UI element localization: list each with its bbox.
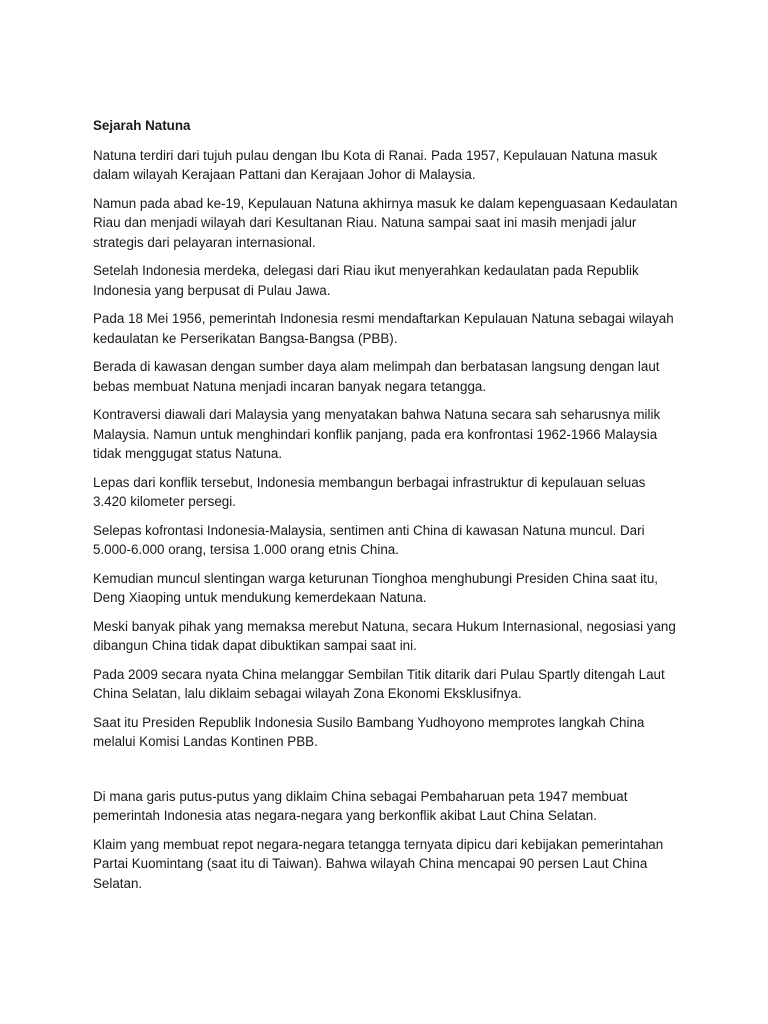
document-body [93,116,678,902]
paragraph: Setelah Indonesia merdeka, delegasi dari Riau ikut menyerahkan kedaulatan pada Republik Indonesia yang berpusat di Pulau Jawa. [93,263,639,298]
paragraph: Lepas dari konflik tersebut, Indonesia membangun berbagai infrastruktur di kepulauan seluas 3.420 kilometer persegi. [93,474,646,509]
document-title: Sejarah Natuna [93,118,191,133]
paragraph: Pada 2009 secara nyata China melanggar Sembilan Titik ditarik dari Pulau Spartly ditengah Laut China Selatan, lalu diklaim sebagai wilayah Zona Ekonomi Eksklusifnya. [93,666,665,701]
paragraph: Saat itu Presiden Republik Indonesia Susilo Bambang Yudhoyono memprotes langkah China melalui Komisi Landas Kontinen PBB. [93,714,645,749]
paragraph: Namun pada abad ke-19, Kepulauan Natuna akhirnya masuk ke dalam kepenguasaan Kedaulatan Riau dan menjadi wilayah dari Kesultanan Riau. Natuna sampai saat ini masih menjadi jalur strategis dari pelayaran internasional. [93,195,678,250]
paragraph: Berada di kawasan dengan sumber daya alam melimpah dan berbatasan langsung dengan laut bebas membuat Natuna menjadi incaran banyak negara tetangga. [93,359,660,394]
paragraph: Kemudian muncul slentingan warga keturunan Tionghoa menghubungi Presiden China saat itu, Deng Xiaoping untuk mendukung kemerdekaan Natuna. [93,570,659,605]
paragraph: Pada 18 Mei 1956, pemerintah Indonesia resmi mendaftarkan Kepulauan Natuna sebagai wilayah kedaulatan ke Perserikatan Bangsa-Bangsa (PBB). [93,311,674,346]
blank-line [93,761,678,787]
paragraph: Selepas kofrontasi Indonesia-Malaysia, sentimen anti China di kawasan Natuna muncul. Dari 5.000-6.000 orang, tersisa 1.000 orang etnis China. [93,522,645,557]
paragraph: Klaim yang membuat repot negara-negara tetangga ternyata dipicu dari kebijakan pemerintahan Partai Kuomintang (saat itu di Taiwan). Bahwa wilayah China mencapai 90 persen Laut China Selatan. [93,836,664,891]
paragraph: Meski banyak pihak yang memaksa merebut Natuna, secara Hukum Internasional, negosiasi yang dibangun China tidak dapat dibuktikan sampai saat ini. [93,618,676,653]
paragraph: Di mana garis putus-putus yang diklaim China sebagai Pembaharuan peta 1947 membuat pemerintah Indonesia atas negara-negara yang berkonflik akibat Laut China Selatan. [93,788,628,823]
paragraph: Kontraversi diawali dari Malaysia yang menyatakan bahwa Natuna secara sah seharusnya milik Malaysia. Namun untuk menghindari konflik panjang, pada era konfrontasi 1962-1966 Malaysia tidak menggugat status Natuna. [93,407,661,461]
paragraph: Natuna terdiri dari tujuh pulau dengan Ibu Kota di Ranai. Pada 1957, Kepulauan Natuna masuk dalam wilayah Kerajaan Pattani dan Kerajaan Johor di Malaysia. [93,147,658,182]
